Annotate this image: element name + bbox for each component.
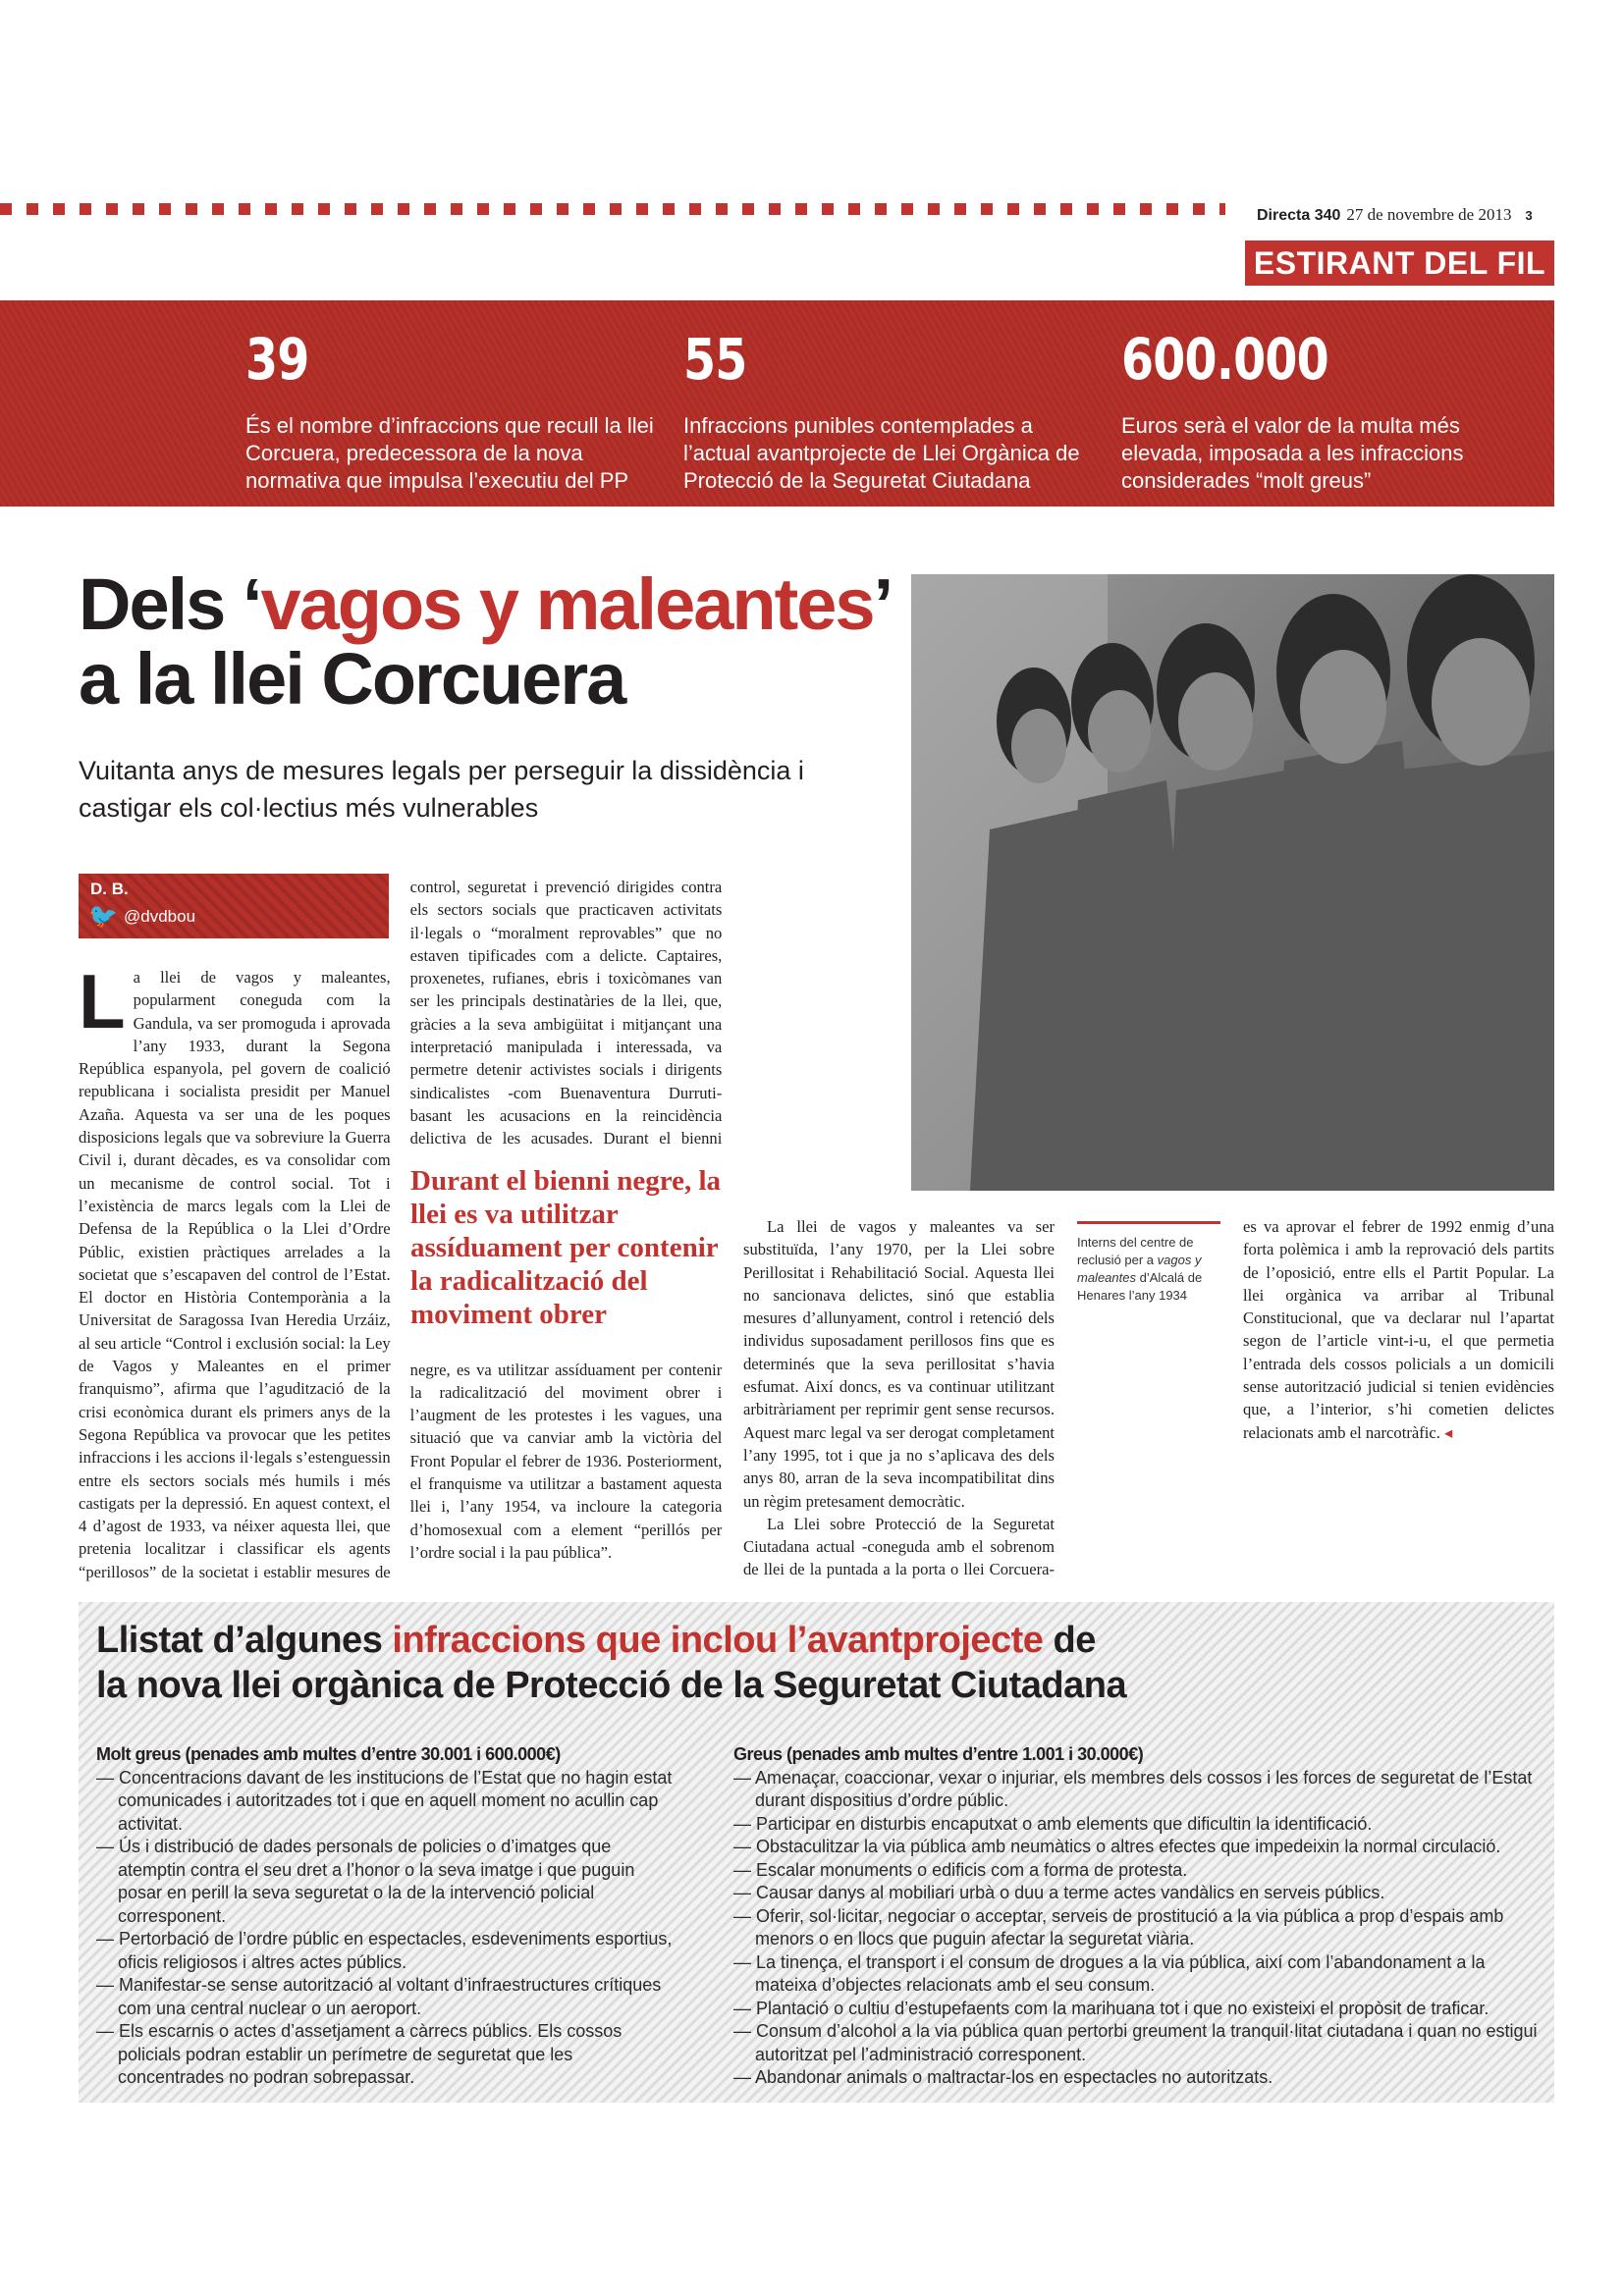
author-name: D. B. xyxy=(90,880,129,898)
paragraph: La Llei sobre Protecció de la Seguretat Ciutadana actual -coneguda amb el sobrenom de llei de la puntada a la porta o llei Corcuera- es va aprovar el febrer de 1992 enmig d’una forta polèmica i amb la reprovació dels partits de l’oposició, entre ells el Partit Popular. La llei orgànica va arribar al Tribunal Constitucional, que va declarar nul l’apartat segon de l’article vint-i-u, el que permetia l’entrada dels cossos policials a un domicili sense autorització judicial si tenien evidències que, a l’interior, s’hi cometien delictes relacionats amb el narcotràfic. ◂ xyxy=(743,1217,1554,1579)
headline-part: Dels ‘ xyxy=(79,563,261,645)
drop-cap: L xyxy=(79,958,126,1044)
paragraph: a llei de vagos y maleantes, popularment coneguda com la Gandula, va ser promoguda i aprovada l’any 1933, durant la Segona República espanyola, pel govern de coalició republicana i socialista presidit per Manuel Azaña. Aquesta va ser una de les poques disposicions legals que va sobreviure la Guerra Civil i, durant dècades, es va consolidar com un mecanisme de control social. Tot i l’existència de marcs legals com la Llei de Defensa de la República o la Llei d’Ordre Públic, existien pràctiques arrelades a la societat que s’escapaven del control de l’Estat. El doctor en Història Contemporània a la Universitat de Saragossa Ivan Heredia Urzáiz, al seu article “Control i exclusión social: la Ley de Vagos y Maleantes en el primer franquismo”, afirma que l’agudització de la crisi econòmica durant els primers anys de la Segona República va provocar que les petites infraccions i les accions il·legals s’estenguessin entre els sectors socials més humils i més castigats per la depressió. En aquest context, el 4 d’agost de 1933, va néixer aquesta llei, que pretenia localitzar i classificar els agents “perillosos” de la societat i establir mesures de control, seguretat i prevenció dirigides contra els sectors socials que practicaven activitats il·legals o “moralment reprovables” que no estaven tipificades com a delicte. Captaires, proxenetes, rufianes, ebris i toxicòmanes van ser les principals destinatàries de la llei, que, gràcies a la seva ambigüitat i mitjançant una interpretació manipulada i interessada, va permetre detenir activistes socials i dirigents sindicalistes -com Buenaventura Durruti- basant les acusacions en la reincidència delictiva de les acusades. Durant el bienni negre, es va utilitzar assíduament per contenir la radicalització del moviment obrer i l’augment de les protestes i les vagues, una situació que va canviar amb la victòria del Front Popular el febrer de 1936. Posteriorment, el franquisme va utilitzar a bastament aquesta llei i, l’any 1954, va incloure la categoria d’homosexual com a element “perillós per l’ordre social i la pau pública”. xyxy=(79,876,722,1588)
stat-number: 55 xyxy=(683,326,747,393)
pull-quote: Durant el bienni negre, la llei es va utilitzar assíduament per contenir la radicalització del moviment obrer xyxy=(410,1165,722,1330)
stat-item xyxy=(245,326,658,495)
publication-name: Directa 340 xyxy=(1257,207,1341,224)
stat-item xyxy=(683,326,1096,495)
infractions-box xyxy=(79,1602,1554,2103)
list-heading: Greus (penades amb multes d’entre 1.001 i 30.000€) xyxy=(733,1744,1144,1764)
headline-line2: a la llei Corcuera xyxy=(79,638,625,720)
infraction-item: — Manifestar-se sense autorització al voltant d’infraestructures crítiques com una central nuclear o un aeroport. xyxy=(96,1974,676,2020)
stats-band xyxy=(0,300,1554,507)
headline-highlight: vagos y maleantes xyxy=(260,563,874,645)
title-part: Llistat d’algunes xyxy=(96,1620,393,1661)
caption-text: Interns del centre de reclusió per a xyxy=(1077,1235,1194,1267)
list-heading: Molt greus (penades amb multes d’entre 30.001 i 600.000€) xyxy=(96,1744,561,1764)
infraction-item: — Amenaçar, coaccionar, vexar o injuriar, els membres dels cossos i les forces de seguretat de l’Estat durant dispositius d’ordre públic. xyxy=(733,1767,1548,1813)
infraction-item: — Participar en disturbis encaputxat o amb elements que dificultin la identificació. xyxy=(733,1813,1548,1837)
section-label: ESTIRANT DEL FIL xyxy=(1245,240,1554,286)
very-serious-list xyxy=(96,1743,676,2090)
subtitle: Vuitanta anys de mesures legals per perseguir la dissidència i castigar els col·lectius més vulnerables xyxy=(79,756,804,823)
infraction-item: — Pertorbació de l’ordre públic en espectacles, esdeveniments esportius, oficis religiosos i altres actes públics. xyxy=(96,1928,676,1974)
stat-text: És el nombre d’infraccions que recull la llei Corcuera, predecessora de la nova normativa que impulsa l’executiu del PP xyxy=(245,413,654,493)
twitter-bird-icon: 🐦 xyxy=(88,903,118,930)
caption-italic: vagos y maleantes xyxy=(1077,1253,1202,1285)
infraction-item: — Causar danys al mobiliari urbà o duu a terme actes vandàlics en serveis públics. xyxy=(733,1882,1548,1905)
masthead xyxy=(1257,205,1533,225)
photo-caption xyxy=(1077,1221,1220,1305)
stat-number: 600.000 xyxy=(1121,326,1328,393)
stat-item xyxy=(1121,326,1534,495)
infraction-item: — Obstaculitzar la via pública amb neumàtics o altres efectes que impedeixin la normal circulació. xyxy=(733,1836,1548,1859)
infraction-item: — Oferir, sol·licitar, negociar o acceptar, serveis de prostitució a la via pública a prop d’espais amb menors o en llocs que puguin afectar la seguretat viària. xyxy=(733,1905,1548,1951)
title-highlight: infraccions que inclou l’avantprojecte xyxy=(392,1620,1044,1661)
photo-gap xyxy=(741,876,1054,1215)
stat-text: Infraccions punibles contemplades a l’actual avantprojecte de Llei Orgànica de Protecció de la Seguretat Ciutadana xyxy=(683,413,1080,493)
headline-part: ’ xyxy=(873,563,893,645)
infraction-item: — Escalar monuments o edificis com a forma de protesta. xyxy=(733,1859,1548,1883)
title-part: de xyxy=(1043,1620,1096,1661)
infraction-item: — Els escarnis o actes d’assetjament a càrrecs públics. Els cossos policials podran establir un perímetre de seguretat que les concentrades no podran sobrepassar. xyxy=(96,2020,676,2090)
infraction-item: — La tinença, el transport i el consum de drogues a la via pública, així com l’abandonament a la mateixa d’objectes relacionats amb el seu consum. xyxy=(733,1951,1548,1998)
title-line2: la nova llei orgànica de Protecció de la Seguretat Ciutadana xyxy=(96,1665,1127,1706)
page-number: 3 xyxy=(1525,208,1533,223)
infraction-item: — Concentracions davant de les institucions de l’Estat que no hagin estat comunicades i autoritzades tot i que en aquell moment no acullin cap activitat. xyxy=(96,1767,676,1837)
dashed-rule xyxy=(0,203,1225,215)
stat-text: Euros serà el valor de la multa més elevada, imposada a les infraccions considerades “molt greus” xyxy=(1121,413,1464,493)
infraction-item: — Abandonar animals o maltractar-los en espectacles no autoritzats. xyxy=(733,2066,1548,2090)
caption-text: d’Alcalá de Henares l’any 1934 xyxy=(1077,1270,1203,1303)
byline-box xyxy=(79,874,389,938)
infraction-item: — Ús i distribució de dades personals de policies o d’imatges que atemptin contra el seu dret a l’honor o la seva imatge i que puguin posar en perill la seva seguretat o la de la intervenció policial corresponent. xyxy=(96,1836,676,1928)
end-mark-icon: ◂ xyxy=(1439,1422,1453,1442)
paragraph: La llei de vagos y maleantes va ser substituïda, l’any 1970, per la Llei sobre Perillositat i Rehabilitació Social. Aquesta llei no sancionava delictes, sinó que establia mesures d’allunyament, control i retenció dels individus suposadament perillosos fins que es determinés que la seva perillositat s’havia esfumat. Així doncs, es va continuar utilitzant arbitràriament per reprimir gent sense recursos. Aquest marc legal va ser derogat completament l’any 1995, tot i que ja no s’aplicava des dels anys 80, arran de la seva incompatibilitat dins un règim pretesament democràtic. xyxy=(743,1217,1055,1511)
serious-list xyxy=(733,1743,1548,2090)
infraction-item: — Plantació o cultiu d’estupefaents com la marihuana tot i que no existeixi el propòsit de traficar. xyxy=(733,1998,1548,2021)
author-twitter-handle[interactable]: @dvdbou xyxy=(124,907,196,926)
infraction-item: — Consum d’alcohol a la via pública quan pertorbi greument la tranquil·litat ciutadana i quan no estigui autoritzat pel l’administració corresponent. xyxy=(733,2020,1548,2066)
box-title xyxy=(96,1618,1126,1708)
headline xyxy=(79,563,893,720)
issue-date: 27 de novembre de 2013 xyxy=(1346,205,1512,224)
stat-number: 39 xyxy=(245,326,309,393)
